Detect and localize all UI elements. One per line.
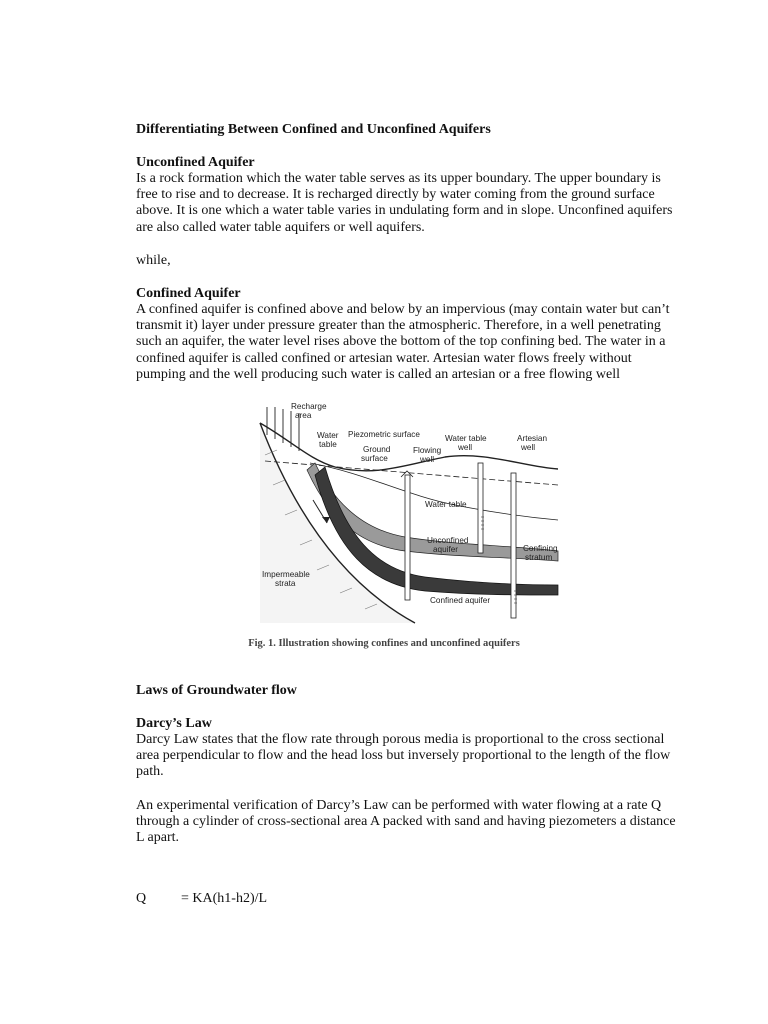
label-confined-aquifer: Confined aquifer: [430, 596, 491, 605]
label-recharge: Recharge: [291, 402, 327, 411]
label-ground: Ground: [363, 445, 391, 454]
label-confining: Confining: [523, 544, 558, 553]
label-water-table-well-2: well: [458, 443, 473, 452]
connector-text: while,: [136, 253, 171, 268]
aquifer-illustration: [255, 395, 560, 625]
confined-paragraph: A confined aquifer is confined above and below by an impervious (may contain water but can’t transmit it) layer under pressure greater than the atmospheric. Therefore, in a well penetrating such an aquifer, the water level rises above the bottom of the top confining bed. The water in a confined aquifer is called confined or artesian water. Artesian water flows freely without pumping and the well producing such water is called an artesian or a free flowing well: [136, 302, 670, 382]
equation-lhs: Q: [136, 891, 147, 906]
unconfined-heading: Unconfined Aquifer: [136, 155, 255, 170]
label-artesian: Artesian: [517, 434, 548, 443]
label-water-table-well: Water table: [445, 434, 487, 443]
label-unconfined: Unconfined: [427, 536, 469, 545]
unconfined-paragraph: Is a rock formation which the water table serves as its upper boundary. The upper boundary is free to rise and to decrease. It is recharged directly by water coming from the ground surface above. It is one which a water table varies in undulating form and in slope. Unconfined aquifers are also called water table aquifers or well aquifers.: [136, 171, 673, 235]
label-flowing-well: well: [420, 455, 435, 464]
label-piezometric-surface: Piezometric surface: [348, 430, 420, 439]
darcy-paragraph: Darcy Law states that the flow rate through porous media is proportional to the cross sectional area perpendicular to flow and the head loss but inversely proportional to the length of the flow path.: [136, 732, 671, 780]
document-title: Differentiating Between Confined and Unconfined Aquifers: [136, 122, 491, 137]
experiment-paragraph: An experimental verification of Darcy’s Law can be performed with water flowing at a rate Q through a cylinder of cross-sectional area A packed with sand and having piezometers a distance L apart.: [136, 798, 676, 846]
label-flowing: Flowing: [413, 446, 442, 455]
label-unconfined-aquifer: aquifer: [433, 545, 459, 554]
equation-rhs: = KA(h1-h2)/L: [181, 891, 268, 906]
label-recharge-area: area: [295, 411, 312, 420]
confined-heading: Confined Aquifer: [136, 286, 241, 301]
darcy-heading: Darcy’s Law: [136, 716, 212, 731]
figure-caption: Fig. 1. Illustration showing confines and unconfined aquifers: [248, 638, 520, 649]
label-strata: strata: [275, 579, 296, 588]
label-impermeable: Impermeable: [262, 570, 310, 579]
label-table: table: [319, 440, 337, 449]
label-artesian-well: well: [521, 443, 536, 452]
label-surface: surface: [361, 454, 388, 463]
label-stratum: stratum: [525, 553, 553, 562]
label-water-table-inner: Water table: [425, 500, 467, 509]
laws-heading: Laws of Groundwater flow: [136, 683, 297, 698]
label-water: Water: [317, 431, 339, 440]
